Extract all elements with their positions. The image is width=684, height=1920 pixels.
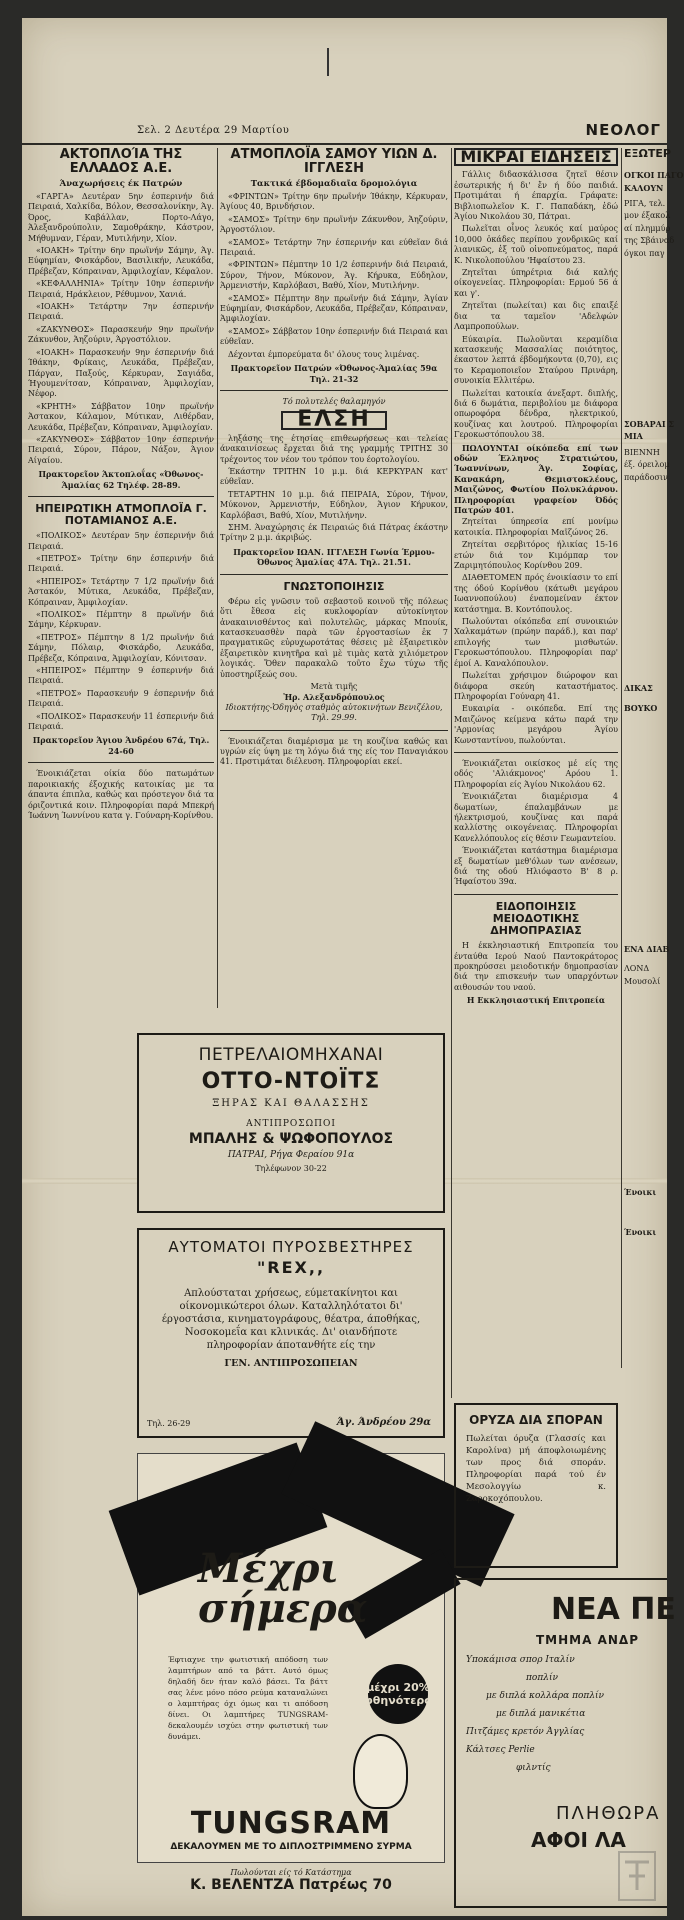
col3-title: ΜΙΚΡΑΙ ΕΙΔΗΣΕΙΣ bbox=[454, 148, 618, 166]
schedule-entry: «ΖΑΚΥΝΘΟΣ» Σάββατον 10ην έσπερινήν Πειραιά, Σύρον, Πάρον, Νάξον, Άγιον Αίγαίου. bbox=[28, 434, 214, 465]
ad-engines-address: ΠΑΤΡΑΙ, Ρήγα Φεραίου 91α bbox=[227, 1150, 355, 1160]
ad-nea-store: ΑΦΟΙ ΛΑ bbox=[531, 1828, 626, 1852]
col4-line: ΛΟΝΔ bbox=[624, 964, 650, 974]
announcement-closing: Μετὰ τιμῆς bbox=[310, 681, 358, 691]
ad-engines-title: ΠΕΤΡΕΛΑΙΟΜΗΧΑΝΑΙ bbox=[198, 1045, 384, 1065]
ad-rex-phone: Τηλ. 26-29 bbox=[147, 1419, 191, 1428]
schedule-entry: «ΦΡΙΝΤΩΝ» Τρίτην 6ην πρωϊνήν Ίθάκην, Κέρκυραν, Άγίους 40, Βρινδήσιον. bbox=[220, 192, 448, 212]
ad-nea-line: Κάλτσες Perlie bbox=[466, 1745, 535, 1755]
col4-line: ΕΝΑ ΔΙΑΒ bbox=[624, 943, 670, 954]
schedule-entry: «ΙΟΑΚΗ» Τετάρτην 7ην έσπερινήν Πειραιά. bbox=[28, 302, 214, 322]
news-item: Ζητείται ύπηρεσία επί μονίμω κατοικία. Πληροφορίαι Μαϊζώνος 26. bbox=[454, 517, 618, 537]
column-shipping-greece bbox=[28, 148, 214, 1008]
ad-tungsram-script: Μέχρι σήμερα bbox=[198, 1545, 368, 1632]
ad-tungsram-badge: μέχρι 20% φθηνότερο bbox=[368, 1664, 428, 1724]
divider bbox=[454, 752, 618, 753]
ad-tungsram-body: Έφτιαχνε την φωτιστική απόδοση των λαμπτήρων από τα βάττ. Αυτό όμως δηλαδή δεν ήταν καλό βάσει. Τα βάττ σας λένε μόνο πόσο ρεύμα καταναλώνει ο λαμπτήρας όχι όμως και τι απόδοση δίνει. Οι λαμπτήρες TUNGSRAM-δεκαλουμέν ισχύει στην φωτιστική των δυνάμει. bbox=[168, 1655, 328, 1741]
col4-line: ΡΙΓΑ, τελ. bbox=[624, 198, 666, 208]
ad-nea-line: ποπλίν bbox=[526, 1673, 558, 1683]
ad-rice-seed bbox=[454, 1403, 618, 1568]
schedule-entry: «ΣΑΜΟΣ» Πέμπτην 8ην πρωϊνήν διά Σάμην, Άγίαν Εύφημίαν, Φισκάρδον, Λευκάδα, Πρέβεζαν, Κόπραιναν, Άμφιλοχίαν. bbox=[220, 293, 448, 324]
col4-line: ΚΑΛΟΥΝ bbox=[624, 182, 664, 193]
ship-schedule: ΤΕΤΑΡΤΗΝ 10 μ.μ. διά ΠΕΙΡΑΙΑ, Σύρον, Τήνον, Μύκονον, Άρμενιστήν, Εύδηλον, Άγιον Κήρυκον, Καρλόβασι, Βαθύ, Χίον, Μυτιλήνην. bbox=[220, 489, 448, 520]
schedule-entry: «ΠΟΛΙΚΟΣ» Δευτέραν 5ην έσπερινήν διά Πειραιά. bbox=[28, 531, 214, 551]
schedule-entry: «ΠΕΤΡΟΣ» Παρασκευήν 9 έσπερινήν διά Πειραιά. bbox=[28, 688, 214, 709]
ad-rex-body: Απλούσταται χρήσεως, εύμετακίνητοι και οίκονομικώτεροι όλων. Καταλληλότατοι δι' έργοστάσια, κινηματογράφους, θέατρα, άποθήκας, Νοσοκομεΐα και κλινικάς. Δι' οιανδήποτε πληροφορίαν άποτανθήτε είς την bbox=[161, 1288, 421, 1351]
classified-notice: Ένοικιάζεται διαμέρισμα με τη κουζίνα καθώς και υγρών είς ύψη με τη λόγω διά της είς τον Παναγιάκου 41. Πρστιμάται διέλευση. Πληροφορίαι εκεί. bbox=[220, 736, 448, 767]
page-date: Σελ. 2 Δευτέρα 29 Μαρτίου bbox=[137, 125, 290, 136]
schedule-entry: «ΣΑΜΟΣ» Τρίτην 6ην πρωϊνήν Ζάκυνθον, Άηζούριν, Άργοστόλιον. bbox=[220, 214, 448, 235]
news-item: Πωλείται κατοικία άνεξαρτ. διπλής, διά 6 δωμάτια, περιβολίου με διάφορα οπωροφόρα δένδρα, ηλεκτρικού, κουζίνας και λουτρού. Πληροφορίαι Γεροκωστόπουλου 38. bbox=[454, 388, 618, 440]
col4-line: ΣΟΒΑΡΑΙ Σ bbox=[624, 418, 674, 429]
col4-line: παράδοσιν bbox=[624, 472, 668, 482]
announcement-body: Φέρω εἰς γνῶσιν τοῦ σεβαστοῦ κοινοῦ τῆς πόλεως ὅτι ἔθεσα εἰς κυκλοφορίαν αὐτοκίνητον ἀνακαινισθέντος καὶ πολυτελῶς, μάρκας Μπουίκ, κατασκευασθὲν παρὰ τῶν ἐργοστασίων ἐκ 7 πραγματικῶς εὐρυχωροτάτας θέσεις μὲ ἐξαιρετικὸν ἐξαιρετικὸν κινητῆρα καὶ μὲ τιμὰς κατὰ χιλιόμετρον λογικάς. Ὅθεν παρακαλῶ τοῦτο ἔχω τύχω τῆς ὑποστηρίξεώς σου. bbox=[220, 596, 448, 679]
classified-notice: Ένοικιάζεται οίκία δύο πατωμάτων παροικιακής έξοχικής κατοικίας με τα άπαντα έπιπλα, καθώς και πρόστεγον διά τα όριζοντικά κοιν. Πληροφορίαι παρά Μπεκρή Ίωάννη Ίωννίνου κατα γ. Γούναρη-Κορίνθου. bbox=[28, 769, 214, 820]
ad-nea-line: Υποκάμισα σπορ Ιταλίν bbox=[466, 1655, 575, 1665]
newspaper-page bbox=[22, 18, 684, 1916]
ad-tungsram-brand: TUNGSRAM bbox=[190, 1806, 392, 1841]
ad-tungsram-seller-name: Κ. ΒΕΛΕΝΤΖΑ Πατρέως 70 bbox=[190, 1877, 392, 1893]
ad-nea-line: με διπλά κολλάρα ποπλίν bbox=[486, 1691, 605, 1701]
col3-title-2: ΕΙΔΟΠΟΙΗΣΙΣ ΜΕΙΟΔΟΤΙΚΗΣ ΔΗΜΟΠΡΑΣΙΑΣ bbox=[490, 899, 582, 937]
schedule-entry: «ΗΠΕΙΡΟΣ» Πέμπτην 9 έσπερινήν διά Πειραιά. bbox=[28, 666, 214, 686]
rental-notice: Ένοικιάζεται διαμέρισμα 4 δωματίων, έπαλαμβάνων με ήλεκτρισμού, κουζίνας και παρά καλλίστης οικογένειας. Πληροφορίαι Κανελλόπουλος είς θέσιν Γεωμαντείου. bbox=[454, 792, 618, 843]
news-item: ΠΩΛΟΥΝΤΑΙ οίκόπεδα επί των οδών Έλληνος Στρατιώτου, Ίωαννίνων, Άγ. Σοφίας, Κανακάρη, Θεμιστοκλέους, Μαιζώνος, Φωτίου Πολυκλάρνου. Πληροφορίαι γραφείον Όδός Πατρών 401. bbox=[454, 442, 618, 515]
section-title: ΝΕΟΛΟΓ bbox=[585, 121, 661, 139]
ad-otto-engines bbox=[137, 1033, 445, 1213]
col4-line: ΜΙΑ bbox=[624, 431, 643, 442]
page-header bbox=[22, 113, 667, 145]
ship-name: ΕΛΣΗ bbox=[281, 411, 387, 429]
agency-info: Πρακτορεῖον Άγιου Άνδρέου 67ά, Τηλ. 24-60 bbox=[32, 735, 210, 756]
ship-schedule: ληξάσης της έτησίας επιθεωρήσεως και τελείας άνακαινίσεως ἔρχεται διά της γραμμής ΤΡΙΤΗΣ 30 τρέχοντος τον νέον του τρόπον του έορτολογίου. bbox=[220, 433, 448, 464]
ad-nea-dept: ΤΜΗΜΑ ΑΝΔΡ bbox=[536, 1633, 639, 1647]
ad-nea-title: ΝΕΑ ΠΕ bbox=[551, 1592, 676, 1627]
col1-title-2: ΗΠΕΙΡΩΤΙΚΗ ΑΤΜΟΠΛΟΪΑ Γ. ΠΟΤΑΜΙΑΝΟΣ Α.Ε. bbox=[35, 501, 207, 528]
schedule-entry: «ΚΕΦΑΛΛΗΝΙΑ» Τρίτην 10ην έσπερινήν Πειραιά, Ηράκλειον, Ρέθυμνον, Χανιά. bbox=[28, 279, 214, 299]
news-item: Πωλεῖται οἶνος λευκός καί μαύρος 10,000 ὀκάδες περίπου χονδρικῶς καί λιανικῶς, ἐξ τοῦ οἰνοπνεύματος, παρά Κ. Νικολοπούλου 'Ηφαίστου 23. bbox=[454, 224, 618, 265]
divider bbox=[220, 574, 448, 575]
ad-rex-extinguishers bbox=[137, 1228, 445, 1438]
agency-info: Πρακτορεῖον ΙΩΑΝ. ΙΓΓΛΕΣΗ Γωνία Έρμου-Όθωνος Άμαλίας 47Α. Τηλ. 21.51. bbox=[233, 546, 435, 568]
schedule-entry: «ΙΟΑΚΗ» Τρίτην 6ην πρωϊνήν Σάμην, Άγ. Εύφημίαν, Φισκάρδον, Βασιλικήν, Λευκάδα, Πρέβεζαν, Κόπραιναν, Άμφιλοχίαν, Κέφαλον. bbox=[28, 246, 214, 276]
ad-rex-brand: "REX,, bbox=[256, 1258, 326, 1277]
ship-schedule: ΣΗΜ. Άναχώρησις έκ Πειραιώς διά Πάτρας έκάστην Τρίτην 2 μ.μ. άκριβώς. bbox=[220, 522, 448, 543]
col4-title: ΕΞΩΤΕΡ bbox=[624, 147, 671, 160]
col4-line: όγκοι παγ bbox=[624, 248, 665, 258]
col4-line: Ένοικι bbox=[624, 1187, 657, 1197]
news-item: Πωλούνται οίκόπεδα επί συνοικιών Χαλκαμάτων (πρώην παράδ.), και παρ' επιλογής των μισθωτών. Γεροκωστόπουλου. Πληροφορίαι παρ' έμοί Α. Καναλόπουλον. bbox=[454, 617, 618, 668]
agency-info: Πρακτορεῖον Πατρών «Όθωνος-Άμαλίας 59α Τηλ. 21-32 bbox=[230, 363, 438, 384]
ad-engines-brand: OTTO-ΝΤΟΪΤΣ bbox=[201, 1069, 381, 1094]
auction-signature: Η Εκκλησιαστική Επιτροπεία bbox=[466, 995, 606, 1006]
schedule-entry: «ΠΕΤΡΟΣ» Τρίτην 6ην έσπερινήν διά Πειραιά. bbox=[28, 553, 214, 574]
ad-nea-line: Πιτζάμες κρετόν Άγγλίας bbox=[466, 1727, 585, 1737]
archive-logo-icon bbox=[617, 1850, 657, 1902]
ad-engines-reps: ΜΠΑΛΗΣ & ΨΩΦΟΠΟΥΛΟΣ bbox=[188, 1131, 394, 1147]
ship-schedule: Έκάστην ΤΡΙΤΗΝ 10 μ.μ. διά ΚΕΡΚΥΡΑΝ κατ' εύθεῖαν. bbox=[220, 466, 448, 487]
auction-body: Η έκκλησιαστική Επιτροπεία του ένταύθα Ιερού Ναού Παντοκράτορος προκηρύσσει μειοδοτικήν δημοπρασίαν διά την επισκευήν των υπαρχόντων αιθουσών του ναού. bbox=[454, 941, 618, 992]
col2-title: ΑΤΜΟΠΛΟΪΑ ΣΑΜΟΥ ΥΙΩΝ Δ. ΙΓΓΛΕΣΗ bbox=[230, 147, 438, 177]
divider bbox=[28, 762, 214, 763]
col2-lead: Τακτικά έβδομαδιαῖα δρομολόγια bbox=[250, 178, 418, 189]
lightbulb-icon bbox=[353, 1734, 408, 1809]
agency-info: Πρακτορεῖον Άκτοπλοΐας «Όθωνος-Άμαλίας 62 Τηλέφ. 28-89. bbox=[38, 469, 204, 490]
column-shipping-samos bbox=[220, 148, 448, 1008]
ad-nea-crowd: ΠΛΗΘΩΡΑ bbox=[556, 1803, 661, 1824]
divider bbox=[220, 730, 448, 731]
announcement-signature: Ἠρ. Αλεξανδρόπουλος bbox=[283, 692, 385, 703]
col1-subtitle: Άναχωρήσεις έκ Πατρών bbox=[59, 178, 183, 189]
news-item: Ζητείται σερβιτόρος ήλικίας 15-16 ετών διά τον Κιμόμπαρ τον Ζαριμητόπουλος Κορίνθου 209. bbox=[454, 540, 618, 571]
ad-rex-agent: ΓΕΝ. ΑΝΤΙΠΡΟΣΩΠΕΙΑΝ bbox=[224, 1358, 358, 1369]
ad-tungsram-tagline: ΔΕΚΑΛΟΥΜΕΝ ΜΕ ΤΟ ΔΙΠΛΟΣΤΡΙΜΜΕΝΟ ΣΥΡΜΑ bbox=[170, 1842, 412, 1852]
closing-note: Δέχονται έμπορεύματα δι' όλους τους λιμένας. bbox=[228, 349, 420, 359]
ad-rice-body: Πωλείται όρυζα (Γλασσίς και Καρολίνα) μή άποφλοιωμένης των προς διά σποράν. Πληροφορίαι παρά τού έν Μεσολογγίω κ. Ζαροκοχόπουλου. bbox=[466, 1434, 606, 1504]
news-item: Ζητεῖται ύπηρέτρια διά καλής οίκογενείας. Πληροφορίαι: Ερμού 56 ά και γ'. bbox=[454, 268, 618, 298]
schedule-entry: «ΣΑΜΟΣ» Σάββατον 10ην έσπερινήν διά Πειραιά και εύθεῖαν. bbox=[220, 326, 448, 347]
schedule-entry: «ΗΠΕΙΡΟΣ» Τετάρτην 7 1/2 πρωϊνήν διά Άστακόν, Μύτικα, Λευκάδα, Πρέβεζαν, Κόπραιναν, Άμφιλοχίαν. bbox=[28, 576, 214, 607]
ad-nea-line: με διπλά μανικέτια bbox=[496, 1709, 586, 1719]
col4-line: ΟΓΚΟΙ ΠΑΓΟ bbox=[624, 170, 684, 181]
divider bbox=[454, 894, 618, 895]
news-item: Ζητεῖται (πωλείται) και δις επαιξέ δια τα ταμεῖον 'Αδελφών Λαμπροπούλων. bbox=[454, 301, 618, 332]
rental-notice: Ένοικιάζεται κατάστημα διαμέρισμα εξ δωματίων μεθ'όλων των ανέσεων, διά της οδού Ηλιόφαστο Β' 8 ρ. Ήφαίστου 39α. bbox=[454, 846, 618, 887]
ad-nea-line: φιλντίς bbox=[516, 1763, 551, 1773]
divider bbox=[28, 496, 214, 497]
ad-tungsram-sell-line: Πωλούνται είς τό Κατάστημα bbox=[230, 1868, 352, 1877]
ad-tungsram-seller bbox=[137, 1868, 445, 1912]
announcement-role: Ιδιοκτήτης-Ὁδηγὸς σταθμὸς αὐτοκινήτων Βενιζέλου, Τηλ. 29.99. bbox=[225, 702, 443, 723]
col2-title-2: ΓΝΩΣΤΟΠΟΙΗΣΙΣ bbox=[283, 579, 385, 593]
column-foreign-news bbox=[624, 147, 684, 1348]
ad-rice-title: ΟΡΥΖΑ ΔΙΑ ΣΠΟΡΑΝ bbox=[469, 1413, 603, 1427]
news-item: Εύκαιρία. Πωλοῦνται κεραμίδια κατασκευής Μασσαλίας ποιότητος, έκαστον λεπτά έβδομήκοντα (0,70), εις το Κεραμοποιεῖον Σταύρου Πρινάρη, συνοικία Ελλιτέρω. bbox=[454, 334, 618, 386]
column-rule bbox=[451, 148, 452, 1398]
ad-rex-address: Άγ. Άνδρέου 29α bbox=[336, 1417, 431, 1428]
news-item: Πωλείται χρήσιμον διώροφον και διάφορα σκεύη καταστήματος. Πληροφορίαι Γούναρη 41. bbox=[454, 671, 618, 701]
schedule-entry: «ΙΟΑΚΗ» Παρασκευήν 9ην έσπερινήν διά Ίθάκην, Φρίκαις, Λευκάδα, Πρέβεζαν, Πάργαν, Παξούς, Κέρκυραν, Σαγιάδα, Ήγουμενίτσαν, Κόπραιναν, Άμφιλοχίαν, Νέφορ. bbox=[28, 347, 214, 399]
ad-engines-reps-label: ΑΝΤΙΠΡΟΣΩΠΟΙ bbox=[246, 1119, 336, 1129]
ad-engines-sub: ΞΗΡΑΣ ΚΑΙ ΘΑΛΑΣΣΗΣ bbox=[212, 1098, 370, 1109]
ad-tungsram bbox=[137, 1453, 445, 1863]
pin-mark bbox=[327, 48, 329, 76]
news-item: Γάλλις διδασκάλισσα ζητεῖ θέσιν ἐσωτερικής ή δι' ἔν ή δύο παιδιά. Προτιμάται ή έπαρχία. Γράφατε: Βιβλιοπωλεῖον Κ. Γ. Παπαδάκη, ἐδώ Άγίου Νικολάου 30, Πάτραι. bbox=[454, 170, 618, 222]
col4-line: ΒΟΥΚΟ bbox=[624, 703, 658, 714]
col4-line: BIENNH bbox=[624, 447, 660, 457]
col4-line: Ένοικι bbox=[624, 1227, 657, 1238]
col4-line: ΔΙΚΑΣ bbox=[624, 682, 653, 693]
col4-line: της Σβάιναδ bbox=[624, 236, 675, 246]
rental-notice: Ένοικιάζεται οικίσκος μέ είς της οδός 'Αλιάκμονος' Αρόου 1. Πληροφορίαι είς Άγίου Νικολάου 62. bbox=[454, 758, 618, 789]
schedule-entry: «ΣΑΜΟΣ» Τετάρτην 7ην έσπερινήν και εύθεῖαν διά Πειραιά. bbox=[220, 237, 448, 258]
ad-engines-phone: Τηλέφωνον 30-22 bbox=[255, 1164, 327, 1173]
ship-intro: Τό πολυτελές θαλαμηγόν bbox=[282, 396, 386, 406]
column-short-news bbox=[454, 148, 618, 1398]
col4-line: αί πλημμύρ bbox=[624, 223, 671, 233]
column-rule bbox=[621, 148, 622, 1368]
col1-title: ΑΚΤΟΠΛΟΊΑ ΤΗΣ ΕΛΛΑΔΟΣ Α.Ε. bbox=[59, 147, 183, 177]
schedule-entry: «ΚΡΗΤΗ» Σάββατον 10ην πρωϊνήν Άστακον, Κάλαμον, Μύτικαν, Λιθέρδαν, Λευκάδα, Πρέβεζαν, Κόπραιναν, Άμφιλοχίαν. bbox=[28, 401, 214, 432]
col4-line: Μουσολί bbox=[624, 976, 661, 986]
news-item: ΔΙΑΘΕΤΟΜΕΝ πρός ένοικίασιν το επί της όδού Κορίνθου (κάτωθι μεγάρου Ιωαννοπούλου) έναπομείναν έκτον κατάστημα. Β. Κοντόπουλος. bbox=[454, 573, 618, 614]
schedule-entry: «ΓΑΡΓΑ» Δευτέραν 5ην έσπερινήν διά Πειραιά, Χαλκίδα, Βόλον, Θεσσαλονίκην, Άγ. Όρος, Καβάλλαν, Πορτο-Λάγο, Άλεξανδρούπολιν, Σαμοθράκην, Κάστρον, Μήθυμναν, Γέραν, Μυτιλήνην, Χίον. bbox=[28, 192, 214, 243]
col4-line: έξ. όρειλομ bbox=[624, 460, 670, 470]
schedule-entry: «ΠΟΛΙΚΟΣ» Πέμπτην 8 πρωϊνήν διά Σάμην, Κέρκυραν. bbox=[28, 610, 214, 630]
news-item: Ευκαιρία - οικόπεδα. Επί της Μαιζώνος κείμενα κάτω παρά την 'Αρμονίας μεγάρου Άγίου Κωνσταντίνου, πωλούνται. bbox=[454, 704, 618, 745]
ad-rex-title: ΑΥΤΟΜΑΤΟΙ ΠΥΡΟΣΒΕΣΤΗΡΕΣ bbox=[168, 1238, 414, 1256]
schedule-entry: «ΖΑΚΥΝΘΟΣ» Παρασκευήν 9ην πρωϊνήν Ζάκυνθον, Άηζούριν, Άργοστόλιον. bbox=[28, 324, 214, 345]
col4-line: μον έξακολ bbox=[624, 211, 671, 221]
schedule-entry: «ΠΕΤΡΟΣ» Πέμπτην 8 1/2 πρωϊνήν διά Σάμην, Πόλαιρ, Φισκάρδο, Λευκάδα, Πρέβεζα, Κόπραινα, Άμφιλοχίαν, Κόνιτσαν. bbox=[28, 632, 214, 663]
schedule-entry: «ΦΡΙΝΤΩΝ» Πέμπτην 10 1/2 έσπερινήν διά Πειραιά, Σύρον, Τήνον, Μύκονον, Άγ. Κήρυκα, Εύδηλον, Άρμενιστήν, Καρλόβασι, Βαθύ, Χίον, Μυτιλήνην. bbox=[220, 260, 448, 291]
schedule-entry: «ΠΟΛΙΚΟΣ» Παρασκευήν 11 έσπερινήν διά Πειραιά. bbox=[28, 711, 214, 732]
divider bbox=[220, 390, 448, 391]
column-rule bbox=[217, 148, 218, 1008]
